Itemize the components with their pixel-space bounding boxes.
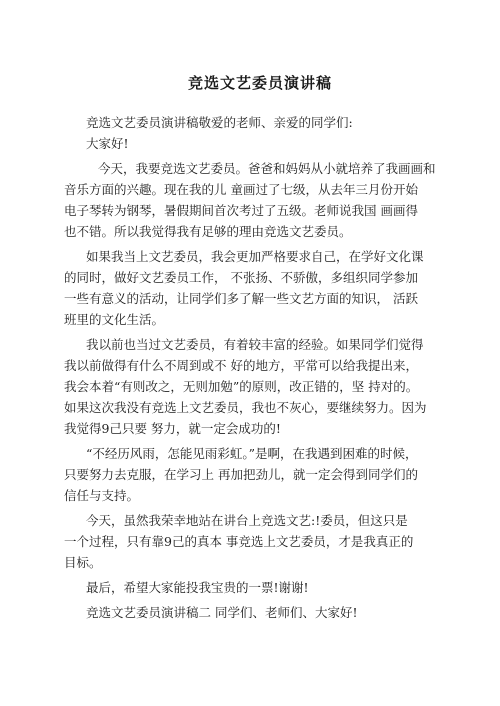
text-line: 班里的文化生活。 bbox=[64, 312, 165, 327]
text-line: 目标。 bbox=[64, 555, 102, 570]
text-line: 我觉得9己只要 努力，就一定会成功的! bbox=[64, 421, 281, 436]
text-line: 竞选文艺委员演讲稿二 同学们、老师们、大家好! bbox=[86, 605, 358, 620]
text-line: 今天，虽然我荣幸地站在讲台上竞选文艺:!委员，但这只是 bbox=[86, 513, 408, 528]
text-line: 大家好! bbox=[86, 136, 129, 151]
text-line: 我以前也当过文艺委员，有着较丰富的经验。如果同学们觉得 bbox=[86, 337, 424, 352]
text-line: 也不错。所以我觉得我有足够的理由竞选文艺委员。 bbox=[64, 224, 352, 239]
text-line: 我以前做得有什么不周到或不 好的地方，平常可以给我提出来， bbox=[64, 358, 418, 373]
text-line: 如果这次我没有竞选上文艺委员，我也不灰心，要继续努力。因为 bbox=[64, 400, 427, 415]
text-line: 只要努力去克服，在学习上 再加把劲儿，就一定会得到同学们的 bbox=[64, 467, 418, 482]
text-line: 今天，我要竞选文艺委员。爸爸和妈妈从小就培养了我画画和 bbox=[98, 161, 436, 176]
text-line: 竞选文艺委员演讲稿敬爱的老师、亲爱的同学们: bbox=[86, 115, 353, 130]
text-line: 一个过程，只有靠9己的真本 事竞选上文艺委员，才是我真正的 bbox=[64, 534, 414, 549]
text-line: 音乐方面的兴趣。现在我的儿 童画过了七级，从去年三月份开始 bbox=[64, 182, 418, 197]
text-line: 如果我当上文艺委员，我会更加严格要求自己，在学好文化课 bbox=[86, 249, 424, 264]
text-line: 信任与支持。 bbox=[64, 488, 140, 503]
text-line: 最后，希望大家能投我宝贵的一票!谢谢! bbox=[86, 580, 309, 595]
text-line: 一些有意义的活动，让同学们多了解一些文艺方面的知识， 活跃 bbox=[64, 291, 418, 306]
text-line: “不经历风雨，怎能见雨彩虹。”是啊，在我遇到困难的时候， bbox=[86, 446, 418, 461]
document-title: 竞选文艺委员演讲稿 bbox=[187, 74, 332, 92]
text-line: 电子琴转为钢琴，暑假期间首次考过了五级。老师说我国 画画得 bbox=[64, 203, 418, 218]
text-line: 的同时，做好文艺委员工作， 不张扬、不骄傲，多组织同学参加 bbox=[64, 270, 418, 285]
text-line: 我会本着“有则改之，无则加勉”的原则，改正错的，坚 持对的。 bbox=[64, 379, 419, 394]
